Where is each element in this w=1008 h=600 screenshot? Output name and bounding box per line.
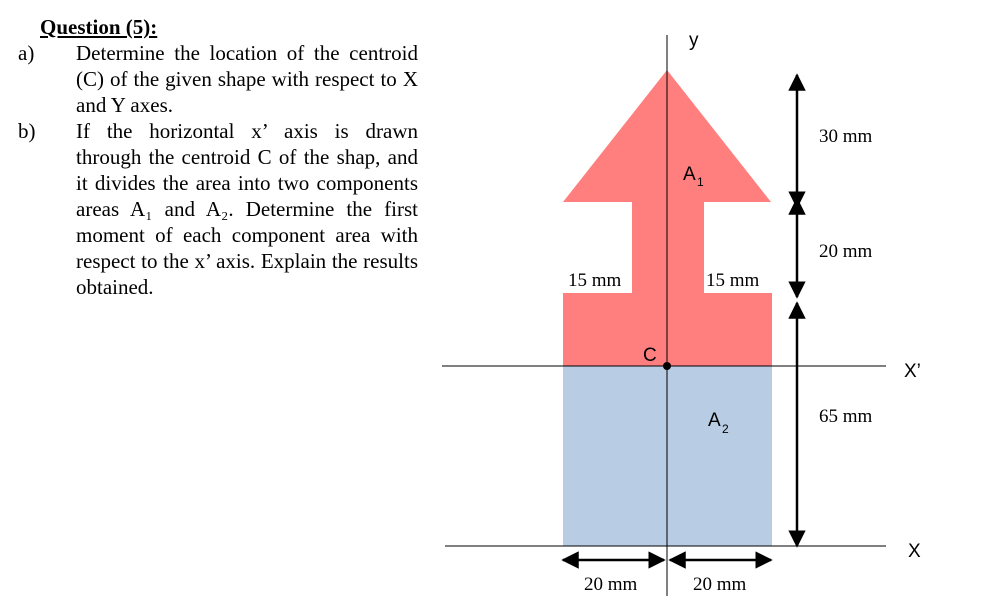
- part-b-label: b): [18, 119, 36, 143]
- dim-label-65: 65 mm: [819, 406, 873, 427]
- x-prime-axis-label: X’: [904, 361, 921, 382]
- centroid-point: [663, 362, 671, 370]
- area1-subscript: 1: [697, 175, 704, 189]
- part-a-label: a): [18, 41, 35, 65]
- dim-label-30: 30 mm: [819, 126, 873, 147]
- area2-subscript: 2: [722, 422, 729, 436]
- dim-label-bottom-left-20: 20 mm: [584, 574, 638, 595]
- part-b-text: If the horizontal x’ axis is drawn through the centroid C of the shap, and it divides the area into two components areas A₁ and A₂. Determine the first moment of each component area with respect to the x’ axis. Explain the results obtained.: [76, 119, 418, 299]
- area2-label: A: [708, 410, 721, 431]
- dim-label-right-15: 15 mm: [706, 270, 760, 291]
- part-a-text: Determine the location of the centroid (C) of the given shape with respect to X and Y axes.: [76, 41, 418, 117]
- question-title: Question (5):: [40, 15, 158, 39]
- dim-label-20: 20 mm: [819, 241, 873, 262]
- dim-label-bottom-right-20: 20 mm: [693, 574, 747, 595]
- dim-label-left-15: 15 mm: [568, 270, 622, 291]
- y-axis-label: y: [689, 30, 699, 51]
- x-axis-label: X: [908, 541, 921, 562]
- centroid-label: C: [643, 345, 657, 366]
- area1-label: A: [683, 164, 696, 185]
